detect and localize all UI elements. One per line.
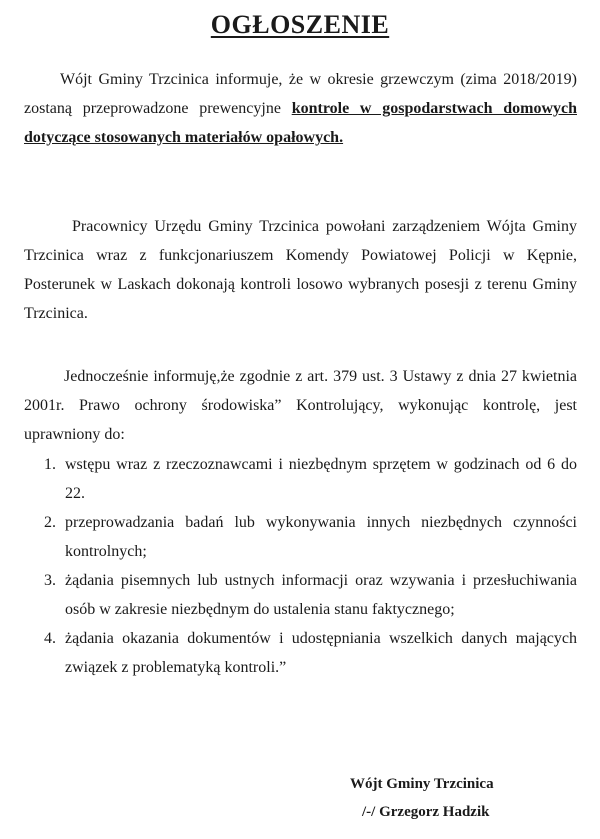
list-item-text: żądania okazania dokumentów i udostępniania wszelkich danych mających związek z problematyką kontroli.”	[65, 630, 577, 676]
paragraph-announcement-text: Wójt Gminy Trzcinica informuje, że w okresie grzewczym (zima 2018/2019) zostaną przeprowadzone prewencyjne	[24, 71, 577, 117]
paragraph-announcement-emphasis: kontrole w gospodarstwach domowych dotyczące stosowanych materiałów opałowych.	[24, 100, 577, 146]
document-title: OGŁOSZENIE	[210, 10, 390, 39]
list-item-number: 4.	[44, 630, 56, 647]
list-item-text: żądania pisemnych lub ustnych informacji oraz wzywania i przesłuchiwania osób w zakresie niezbędnym do ustalenia stanu faktycznego;	[65, 572, 577, 618]
list-item-text: wstępu wraz z rzeczoznawcami i niezbędnym sprzętem w godzinach od 6 do 22.	[65, 456, 577, 502]
rights-list	[24, 450, 577, 682]
list-item	[24, 508, 577, 566]
paragraph-inspectors: Pracownicy Urzędu Gminy Trzcinica powołani zarządzeniem Wójta Gminy Trzcinica wraz z funkcjonariuszem Komendy Powiatowej Policji w Kępnie, Posterunek w Laskach dokonają kontroli losowo wybranych posesji z terenu Gminy Trzcinica.	[24, 218, 577, 322]
list-item	[24, 624, 577, 682]
signature-name: /-/ Grzegorz Hadzik	[362, 804, 490, 820]
list-item-number: 1.	[44, 456, 56, 473]
signature-title: Wójt Gminy Trzcinica	[350, 776, 494, 792]
list-item-text: przeprowadzania badań lub wykonywania innych niezbędnych czynności kontrolnych;	[65, 514, 577, 560]
paragraph-legal-basis: Jednocześnie informuję,że zgodnie z art. 379 ust. 3 Ustawy z dnia 27 kwietnia 2001r. Prawo ochrony środowiska” Kontrolujący, wykonując kontrolę, jest uprawniony do:	[24, 368, 577, 443]
list-item-number: 2.	[44, 514, 56, 531]
list-item	[24, 566, 577, 624]
list-item	[24, 450, 577, 508]
paragraph-announcement	[24, 65, 577, 152]
list-item-number: 3.	[44, 572, 56, 589]
